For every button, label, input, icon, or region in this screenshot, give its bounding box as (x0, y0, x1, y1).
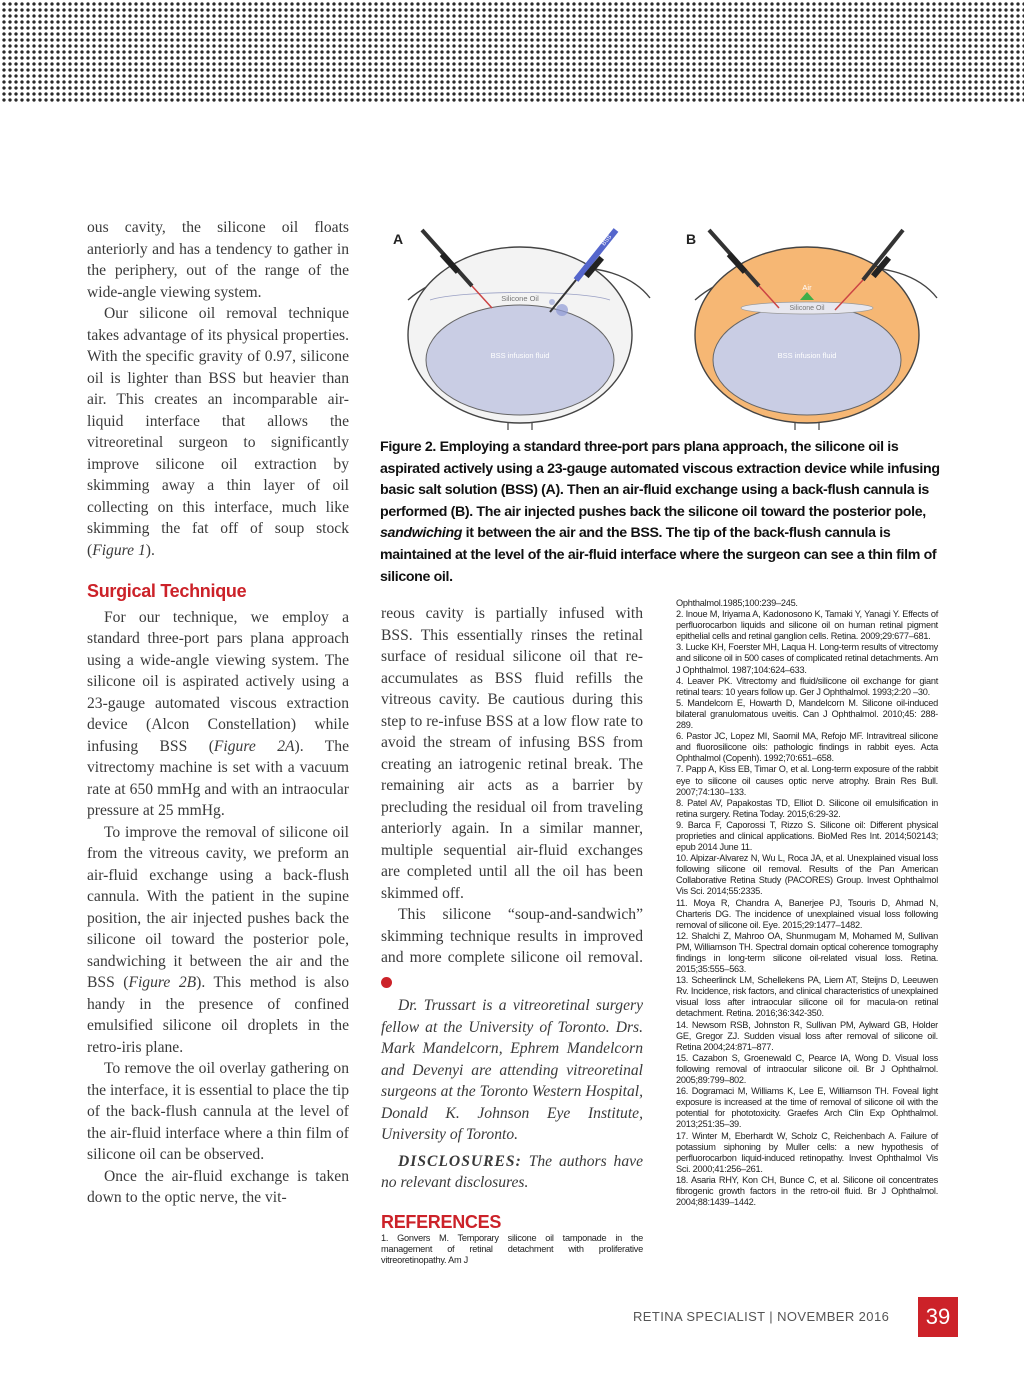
paragraph: To remove the oil overlay gathering on the interface, it is essential to place the tip of the back-flush cannula at the level of the air-fluid interface where a thin film of silicone oil can be observed. (87, 1060, 349, 1163)
reference-item: 13. Scheerlinck LM, Schellekens PA, Liem AT, Steijns D, Leeuwen Rv. Incidence, risk factors, and clinical characteristics of unexplained visual loss after intraocular silicone oil for macula-on retinal detachment. Retina. 2016;36:342-350. (676, 975, 938, 1019)
reference-item: 18. Asaria RHY, Kon CH, Bunce C, et al. Silicone oil concentrates fibrogenic growth factors in the retro-oil fluid. Br J Ophthalmol. 2004;88:1439–1442. (676, 1174, 938, 1208)
figure-2 (380, 210, 950, 430)
reference-item: 3. Lucke KH, Foerster MH, Laqua H. Long-term results of vitrectomy and silicone oil in 500 cases of complicated retinal detachments. Am J Ophthalmol. 1987;104:624–633. (676, 642, 938, 675)
reference-item: 9. Barca F, Caporossi T, Rizzo S. Silicone oil: Different physical proprieties and clinical applications. BioMed Res Int. 2014;502143; epub 2014 June 11. (676, 819, 938, 853)
reference-item: 16. Dogramaci M, Williams K, Lee E, Williamson TH. Foveal light exposure is increased at the time of removal of silicone oil with the potential for phototoxicity. Graefes Arch Clin Exp Ophthalmol. 2013;251:35–39. (676, 1086, 938, 1130)
section-heading: Surgical Technique (87, 581, 247, 601)
column-2 (381, 603, 643, 1267)
air-label: Air (802, 283, 812, 292)
references-list (676, 598, 938, 1208)
reference-item: 12. Shalchi Z, Mahroo OA, Shunmugam M, Mohamed M, Sullivan PM, Williamson TH. Spectral domain optical coherence tomography findings in long-term silicone oil-related visual loss. Retina. 2015;35:555–563. (676, 930, 938, 975)
column-1 (87, 217, 349, 1209)
reference-item: 7. Papp A, Kiss EB, Timar O, et al. Long-term exposure of the rabbit eye to silicone oil causes optic nerve atrophy. Brain Res Bull. 2007;74:130–133. (676, 764, 938, 797)
decorative-dot-band (0, 0, 1024, 102)
reference-item: 10. Alpizar-Alvarez N, Wu L, Roca JA, et al. Unexplained visual loss following silicone oil removal. Results of the Pan American Collaborative Retina Study (PACORES) Group. Invest Ophthalmol Vis Sci. 2014;55:2335. (676, 853, 938, 897)
figure-caption: Figure 2. Employing a standard three-port pars plana approach, the silicone oil is aspirated actively using a 23-gauge automated viscous extraction device while infusing basic salt solution (BSS) (A). Then an air-fluid exchange using a back-flush cannula is performed (B). The air injected pushes back the silicone oil toward the posterior pole, sandwiching it between the air and the BSS. The tip of the back-flush cannula is maintained at the level of the air-fluid interface where the surgeon can see a thin film of silicone oil. (380, 439, 940, 585)
figure-reference: Figure 1 (92, 541, 146, 559)
journal-footer: RETINA SPECIALIST | NOVEMBER 2016 (633, 1309, 890, 1324)
panel-a (393, 230, 650, 430)
figure-reference: Figure 2B (128, 974, 197, 991)
reference-item: 14. Newsom RSB, Johnston R, Sullivan PM, Aylward GB, Holder GE, Gregor ZJ. Sudden visual loss after removal of silicone oil. Retina 2004;24:871–877. (676, 1019, 938, 1052)
reference-item: 2. Inoue M, Iriyama A, Kadonosono K, Tamaki Y, Yanagi Y. Effects of perfluorocarbon liquids and silicone oil on human retinal pigment epithelial cells and retinal ganglion cells. Retina. 2009;29:677–681. (676, 609, 938, 642)
reference-item: Ophthalmol.1985;100:239–245. (676, 598, 798, 608)
paragraph: ous cavity, the silicone oil floats anteriorly and has a tendency to gather in the periphery, out of the range of the wide-angle viewing system. (87, 219, 349, 301)
panel-label-b: B (686, 231, 697, 247)
reference-item: 15. Cazabon S, Groenewald C, Pearce IA, Wong D. Visual loss following removal of intraocular silicone oil. Br J Ophthalmol. 2005;89:799–802. (676, 1052, 938, 1086)
oil-label: Silicone Oil (501, 294, 539, 303)
reference-item: 4. Leaver PK. Vitrectomy and fluid/silicone oil exchange for giant retinal tears: 10 years follow up. Ger J Ophthalmol. 1993;2:20 –30. (676, 675, 938, 697)
reference-item: 17. Winter M, Eberhardt W, Scholz C, Reichenbach A. Failure of potassium siphoning by Muller cells: a new hypothesis of perfluorocarbon liquid-induced retinopathy. Invest Ophthalmol Vis Sci. 2000;41:256–261. (676, 1130, 938, 1174)
reference-item: 5. Mandelcorn E, Howarth D, Mandelcorn M. Silicone oil-induced bilateral granulomatous uveitis. Can J Ophthalmol. 2010;45: 288-289. (676, 697, 938, 731)
figure-reference: Figure 2A (213, 737, 295, 755)
instrument-label: BSS (600, 234, 614, 248)
paragraph: For our technique, we employ a standard three-port pars plana approach using a wide-angle viewing system. The silicone oil is aspirated actively using a 23-gauge automated viscous extraction device (Alcon Constellation) while infusing BSS (Figure 2A). The vitrectomy machine is set with a vacuum rate at 650 mmHg and with an intraocular pressure at 25 mmHg. (87, 608, 349, 819)
bss-label: BSS infusion fluid (490, 351, 550, 360)
reference-item: 11. Moya R, Chandra A, Banerjee PJ, Tsouris D, Ahmad N, Charteris DG. The incidence of unexplained visual loss following removal of silicone oil. Eye. 2015;29:1477–1482. (676, 897, 938, 930)
references-heading: REFERENCES (381, 1211, 502, 1232)
bss-label: BSS infusion fluid (777, 351, 837, 360)
page-number: 39 (918, 1297, 958, 1337)
disclosures: DISCLOSURES: The authors have no relevant disclosures. (381, 1152, 643, 1191)
end-mark-icon: RS (381, 977, 392, 988)
paragraph: To improve the removal of silicone oil from the vitreous cavity, we preform an air-fluid exchange using a back-flush cannula. With the patient in the supine position, the air injected pushes back the silicone oil toward the posterior pole, sandwiching it between the air and the BSS (Figure 2B). This method is also handy in the presence of confined emulsified silicone oil droplets in the retro-iris plane. (87, 823, 350, 1056)
panel-b (686, 230, 937, 430)
author-bio: Dr. Trussart is a vitreoretinal surgery fellow at the University of Toronto. Drs. Mark Mandelcorn, Ephrem Mandelcorn and Devenyi are attending vitreoretinal surgeons at the Toronto Western Hospital, Donald K. Johnson Eye Institute, University of Toronto. (381, 997, 643, 1143)
reference-item: 6. Pastor JC, Lopez MI, Saornil MA, Refojo MF. Intravitreal silicone and fluorosilicone oils: pathologic findings in rabbit eyes. Acta Ophthalmol (Copenh). 1992;70:651–658. (676, 731, 938, 764)
reference-item: 8. Patel AV, Papakostas TD, Elliot D. Silicone oil emulsification in retina surgery. Retina Today. 2015;6:29-32. (676, 797, 938, 819)
oil-label: Silicone Oil (789, 305, 825, 312)
paragraph: This silicone “soup-and-sandwich” skimming technique results in improved and more complete silicone oil removal. RS (381, 904, 643, 990)
eye-diagram (380, 210, 950, 430)
paragraph: reous cavity is partially infused with BSS. This essentially rinses the retinal surface of residual silicone oil that re-accumulates as BSS fluid refills the vitreous cavity. Be cautious during this step to re-infuse BSS at a low flow rate to avoid the stream of infusing BSS from creating an iatrogenic retinal break. The remaining air acts as a barrier by precluding the residual oil from traveling anteriorly again. In a similar manner, multiple sequential air-fluid exchanges are completed until all the oil has been skimmed off. (381, 605, 643, 902)
paragraph: Once the air-fluid exchange is taken down to the optic nerve, the vit- (87, 1167, 349, 1206)
paragraph: Our silicone oil removal technique takes advantage of its physical properties. With the specific gravity of 0.97, silicone oil is lighter than BSS but heavier than air. This creates an incomparable air-liquid interface that allows the vitreoretinal surgeon to significantly improve silicone oil extraction by skimming away a thin layer of oil collecting on this interface, much like skimming the fat off of soup stock (Figure 1). (87, 305, 349, 559)
panel-label-a: A (393, 231, 404, 247)
reference-1: 1. Gonvers M. Temporary silicone oil tamponade in the management of retinal detachment with proliferative vitreoretinopathy. Am J (381, 1233, 643, 1266)
